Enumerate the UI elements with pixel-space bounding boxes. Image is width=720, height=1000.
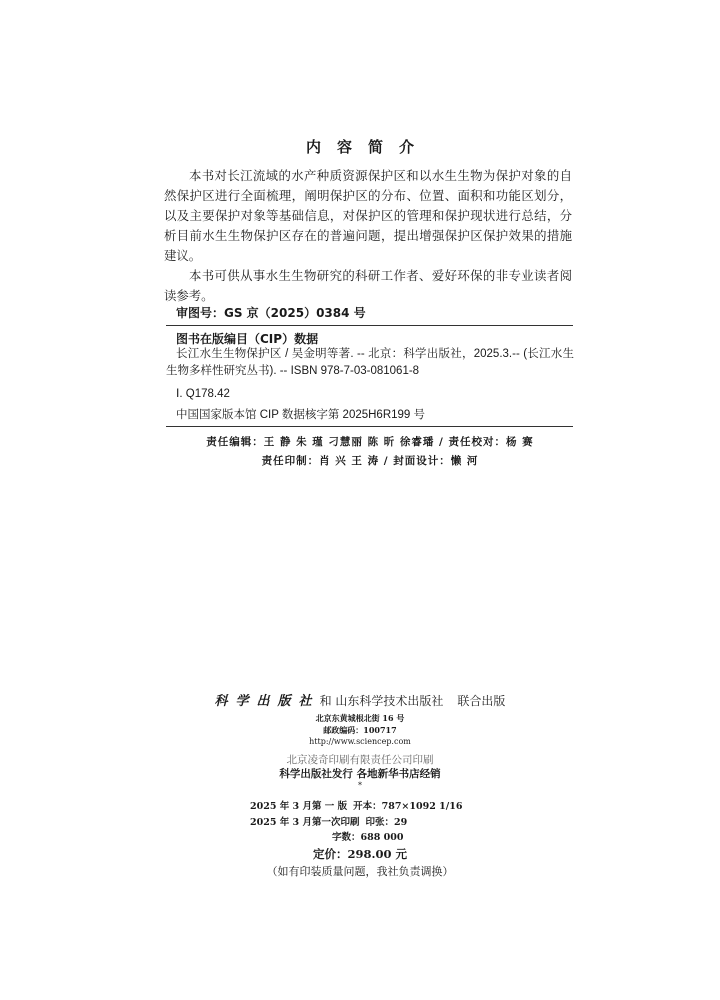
publisher-website: http://www.sciencep.com xyxy=(309,737,411,746)
summary-title: 内容简介 xyxy=(305,138,430,156)
publisher-address: 北京东黄城根北街 16 号 xyxy=(315,713,405,723)
co-publisher: 山东科学技术出版社 xyxy=(335,694,444,708)
summary-paragraph: 本书对长江流域的水产种质资源保护区和以水生生物为保护对象的自然保护区进行全面梳理，阐明保护区的分布、位置、面积和功能区划分，以及主要保护对象等基础信息，对保护区的管理和保护现状进行总结，分析目前水生生物保护区存在的普遍问题，提出增强保护区保护效果的措施建议。 xyxy=(164,168,572,263)
map-review-number: 审图号：GS 京（2025）0384 号 xyxy=(176,306,366,320)
publisher-and: 和 xyxy=(319,694,332,708)
cip-heading: 图书在版编目（CIP）数据 xyxy=(176,332,319,346)
publisher-line xyxy=(0,690,720,709)
cip-record-number: 中国国家版本馆 CIP 数据核字第 2025H6R199 号 xyxy=(176,409,426,421)
cip-classification: Ⅰ. Q178.42 xyxy=(176,388,230,400)
printing: 2025 年 3 月第一次印刷 xyxy=(250,817,360,828)
publisher-brand: 科学出版社 xyxy=(214,694,320,709)
sheets: 印张：29 xyxy=(365,817,408,828)
production-credits: 责任印制：肖 兴 王 涛 / 封面设计：懒 河 xyxy=(261,455,479,467)
divider xyxy=(166,325,573,326)
editor-credits: 责任编辑：王 静 朱 瑾 刁慧丽 陈 昕 徐睿璠 / 责任校对：杨 赛 xyxy=(206,436,534,448)
edition: 2025 年 3 月第 一 版 xyxy=(250,801,348,812)
format: 开本：787×1092 1/16 xyxy=(353,801,463,812)
cip-description: 长江水生生物保护区 / 吴金明等著. -- 北京：科学出版社，2025.3.-- (长江水生生物多样性研究丛书). -- ISBN 978-7-03-081061-8 xyxy=(166,348,574,377)
joint-publication: 联合出版 xyxy=(457,694,506,708)
summary-paragraph: 本书可供从事水生生物研究的科研工作者、爱好环保的非专业读者阅读参考。 xyxy=(164,268,572,303)
quality-notice: （如有印装质量问题，我社负责调换） xyxy=(266,865,454,878)
distribution: 科学出版社发行 各地新华书店经销 xyxy=(279,768,441,780)
printer: 北京凌奇印刷有限责任公司印刷 xyxy=(286,754,434,766)
edition-line xyxy=(250,798,462,812)
price: 定价：298.00 元 xyxy=(312,847,407,861)
printing-line xyxy=(250,814,407,828)
word-count: 字数：688 000 xyxy=(332,832,404,843)
summary-text xyxy=(164,166,572,306)
divider xyxy=(166,426,573,427)
publisher-postcode: 邮政编码：100717 xyxy=(323,725,397,735)
separator-mark: * xyxy=(358,781,362,790)
